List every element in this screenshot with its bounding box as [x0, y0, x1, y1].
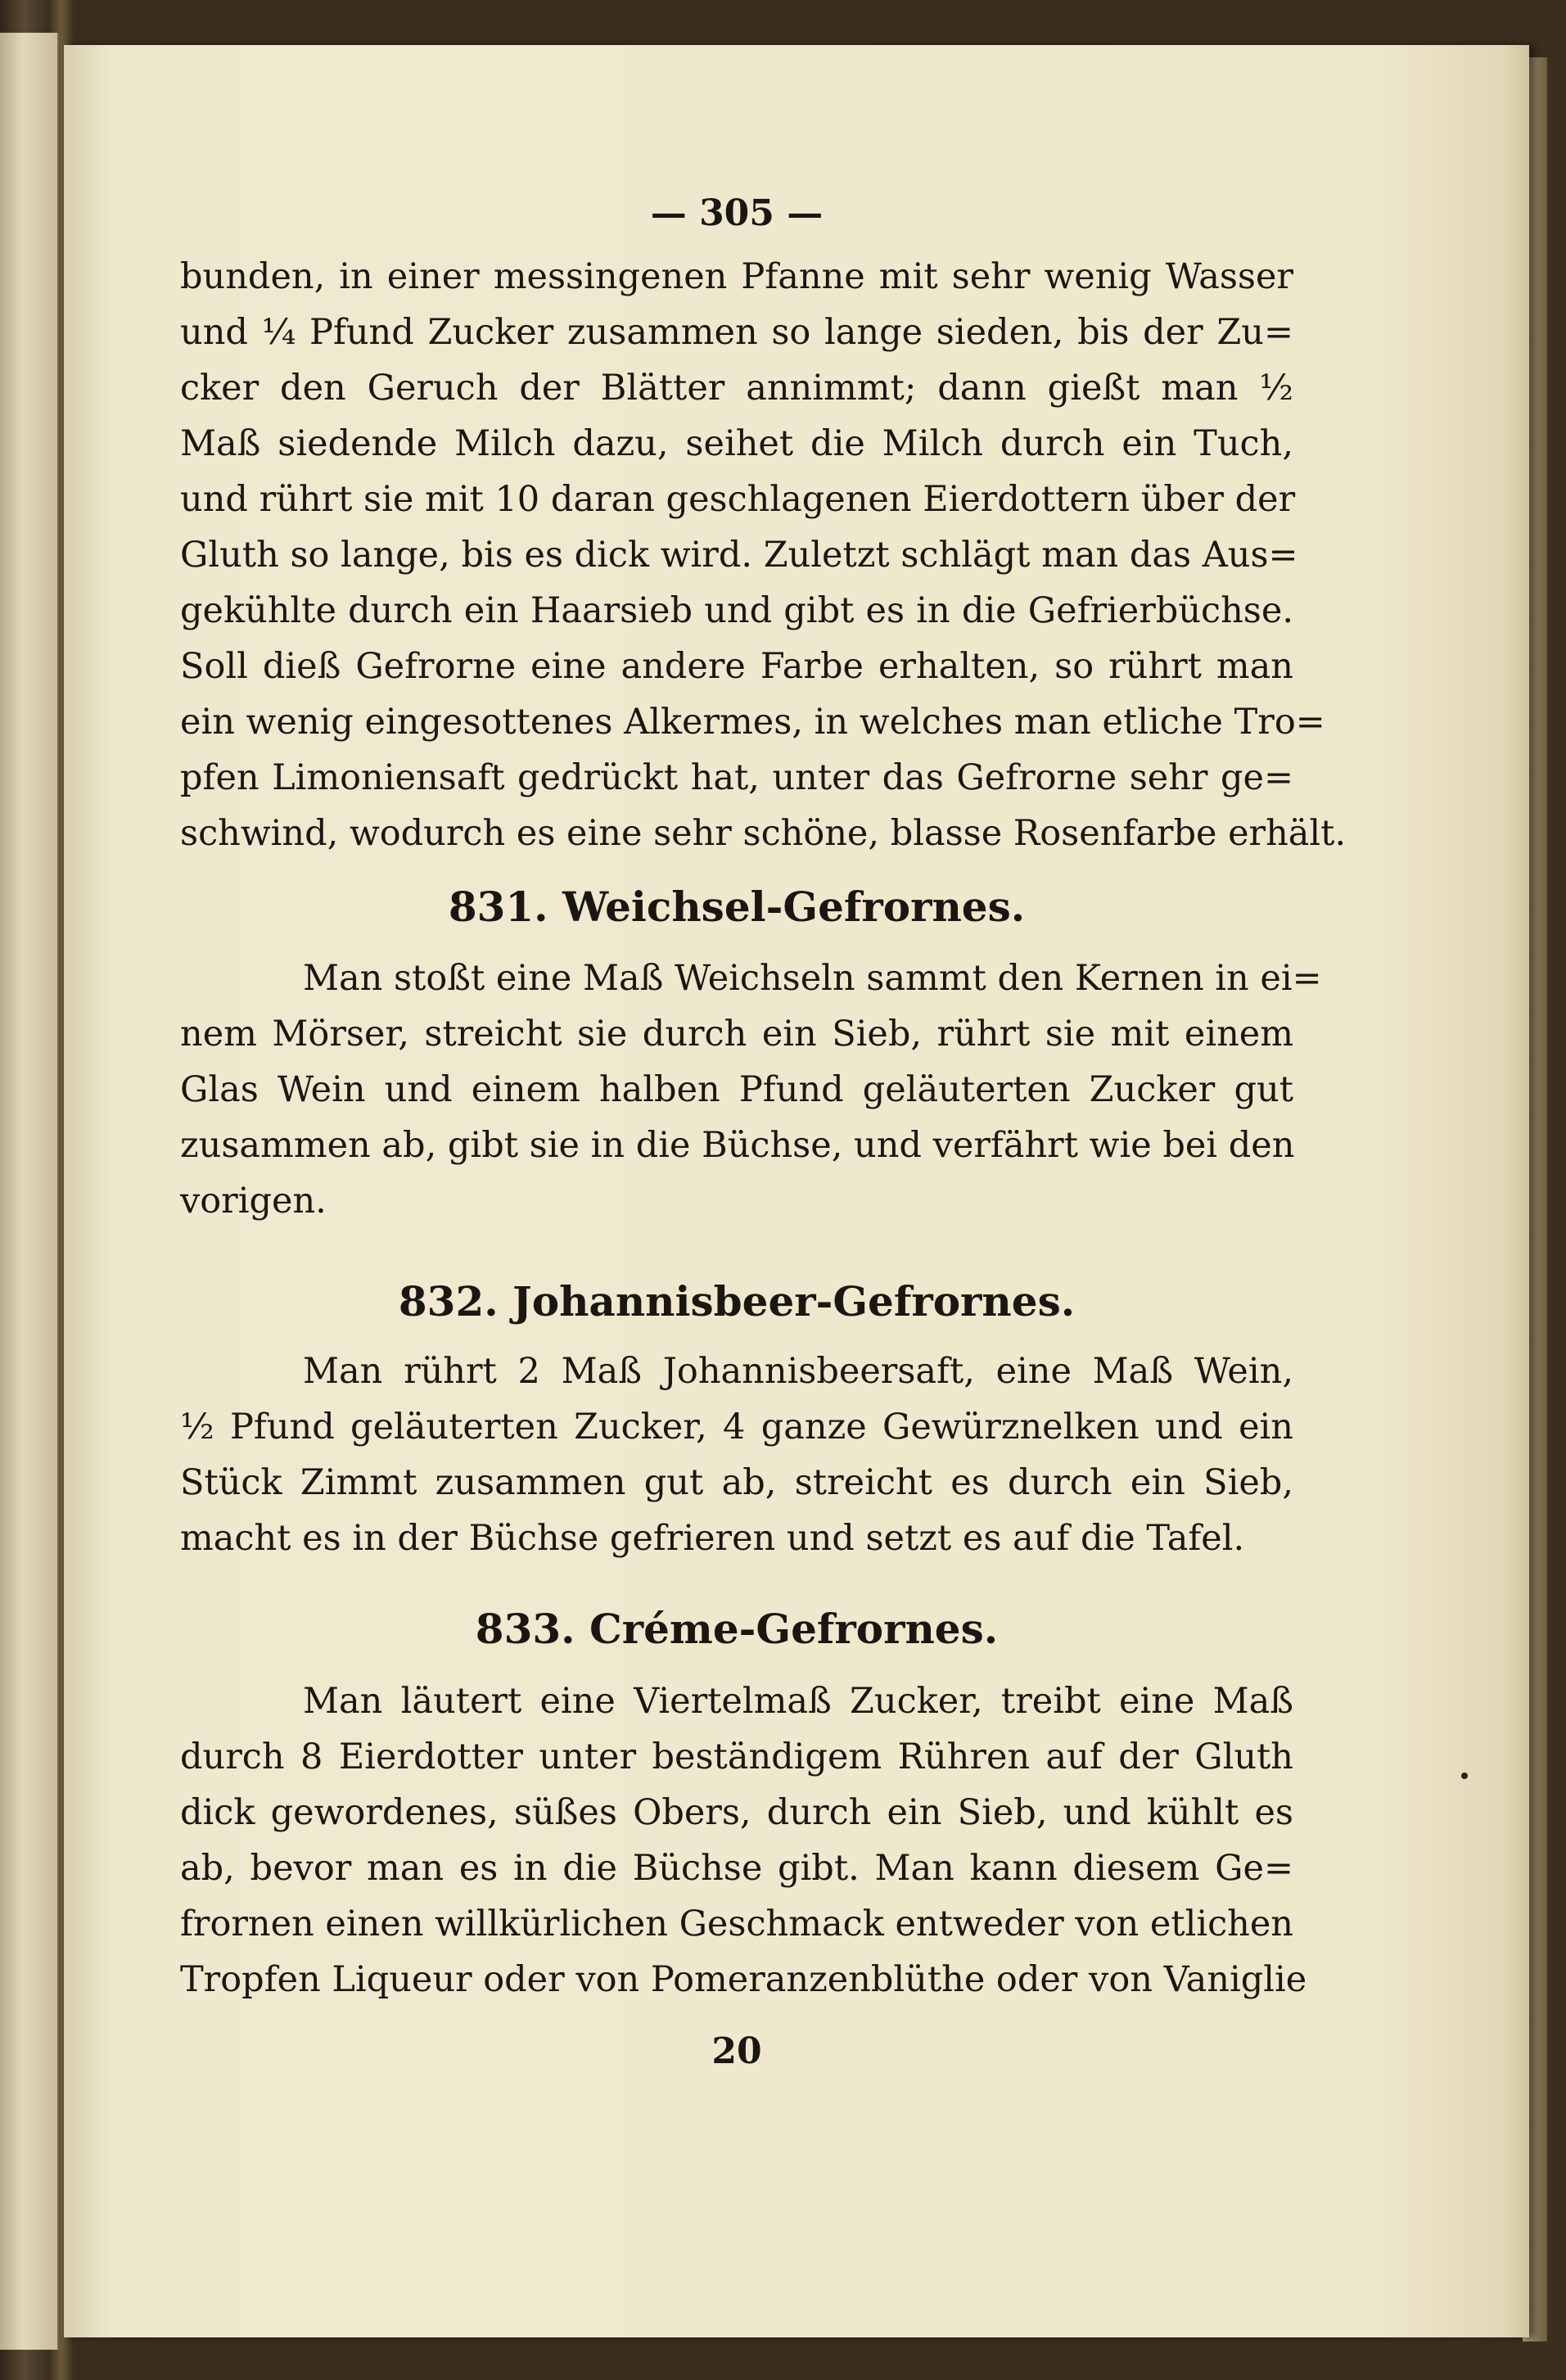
signature-mark: 20 — [711, 2030, 762, 2072]
text-line: Soll dieß Gefrorne eine andere Farbe erhalten, so rührt man — [180, 646, 1293, 687]
text-line: Stück Zimmt zusammen gut ab, streicht es durch ein Sieb, — [180, 1462, 1293, 1503]
text-line: schwind, wodurch es eine sehr schöne, blasse Rosenfarbe erhält. — [180, 813, 1347, 854]
text-line: Man rührt 2 Maß Johannisbeersaft, eine Maß Wein, — [303, 1351, 1293, 1392]
text-line: durch 8 Eierdotter unter beständigem Rühren auf der Gluth — [180, 1736, 1293, 1777]
text-line: Maß siedende Milch dazu, seihet die Milch durch ein Tuch, — [180, 423, 1293, 464]
text-line: vorigen. — [180, 1181, 327, 1222]
text-line: Glas Wein und einem halben Pfund geläuterten Zucker gut — [180, 1069, 1293, 1110]
text-line: zusammen ab, gibt sie in die Büchse, und verfährt wie bei den — [180, 1125, 1295, 1166]
text-line: ½ Pfund geläuterten Zucker, 4 ganze Gewürznelken und ein — [180, 1407, 1293, 1447]
facing-page-edge — [0, 33, 59, 2350]
text-line: pfen Limoniensaft gedrückt hat, unter das Gefrorne sehr ge= — [180, 757, 1293, 798]
text-line: frornen einen willkürlichen Geschmack entweder von etlichen — [180, 1904, 1294, 1944]
text-line: gekühlte durch ein Haarsieb und gibt es in die Gefrierbüchse. — [180, 590, 1293, 631]
text-line: Man läutert eine Viertelmaß Zucker, treibt eine Maß — [303, 1681, 1293, 1722]
text-line: Gluth so lange, bis es dick wird. Zuletzt schlägt man das Aus= — [180, 535, 1298, 576]
text-line: und rührt sie mit 10 daran geschlagenen Eierdottern über der — [180, 479, 1296, 520]
page-number: — 305 — — [650, 192, 824, 234]
text-line: und ¼ Pfund Zucker zusammen so lange sieden, bis der Zu= — [180, 312, 1293, 353]
text-line: nem Mörser, streicht sie durch ein Sieb, rührt sie mit einem — [180, 1014, 1293, 1055]
text-line: ein wenig eingesottenes Alkermes, in welches man etliche Tro= — [180, 702, 1325, 743]
ink-speck — [1461, 1773, 1468, 1779]
text-line: Man stoßt eine Maß Weichseln sammt den Kernen in ei= — [303, 958, 1322, 999]
text-line: bunden, in einer messingenen Pfanne mit sehr wenig Wasser — [180, 256, 1293, 297]
text-line: macht es in der Büchse gefrieren und setzt es auf die Tafel. — [180, 1518, 1245, 1559]
text-line: Tropfen Liqueur oder von Pomeranzenblüthe oder von Vaniglie — [180, 1959, 1307, 2000]
section-heading: 833. Créme-Gefrornes. — [475, 1605, 999, 1653]
text-line: dick gewordenes, süßes Obers, durch ein Sieb, und kühlt es — [180, 1792, 1293, 1833]
text-line: ab, bevor man es in die Büchse gibt. Man kann diesem Ge= — [180, 1848, 1293, 1889]
section-heading: 832. Johannisbeer-Gefrornes. — [398, 1277, 1076, 1325]
section-heading: 831. Weichsel-Gefrornes. — [448, 883, 1026, 931]
text-line: cker den Geruch der Blätter annimmt; dann gießt man ½ — [180, 368, 1293, 409]
